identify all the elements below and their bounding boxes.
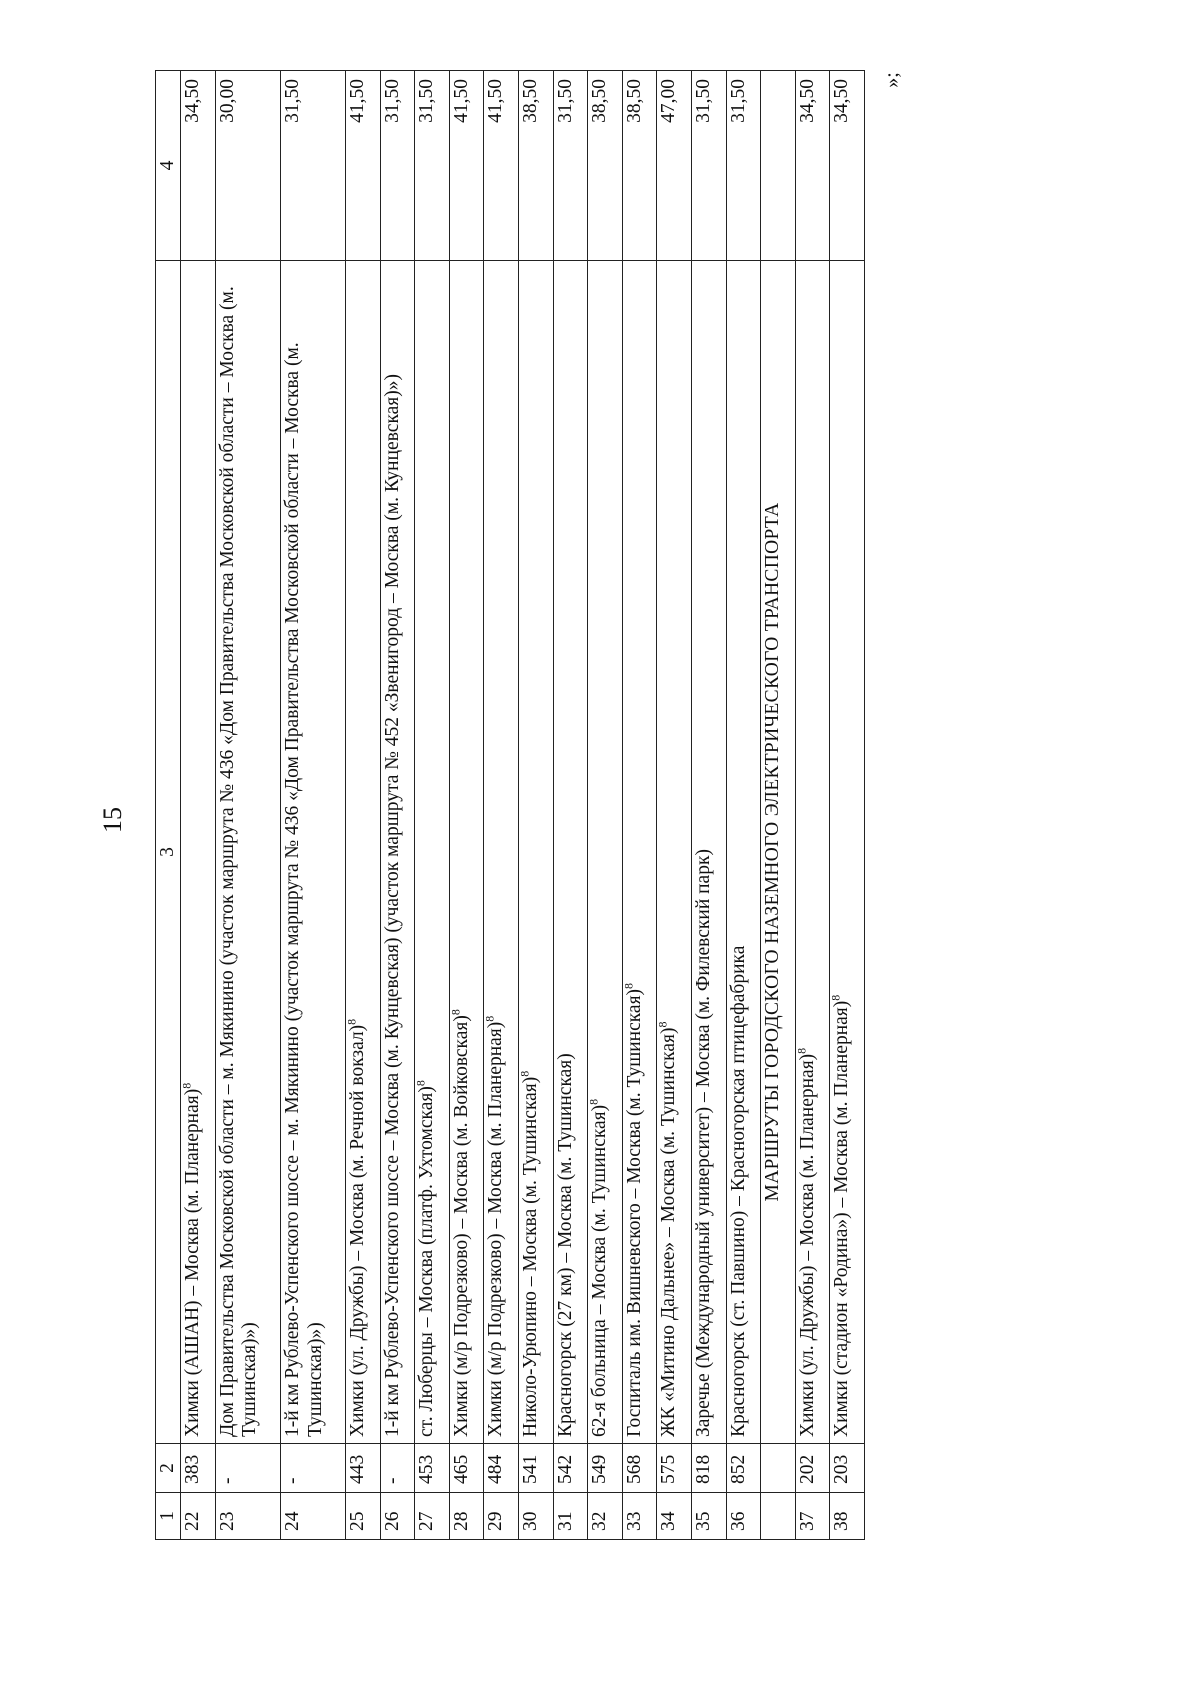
fare-price: 38,50 [622,71,657,261]
route-number: 203 [830,1444,865,1493]
table-row [588,71,623,1540]
route-name-cell [346,261,381,1444]
fare-price: 38,50 [588,71,623,261]
table-row [830,71,865,1540]
fare-price: 41,50 [449,71,484,261]
table-row [181,71,216,1540]
footnote-marker: 8 [655,1021,670,1028]
route-number: 484 [484,1444,519,1493]
table-row [216,71,281,1540]
fare-price: 31,50 [281,71,346,261]
table-row [380,71,415,1540]
row-number: 25 [346,1493,381,1540]
route-name-cell [449,261,484,1444]
table-row [795,71,830,1540]
route-number: 541 [519,1444,554,1493]
row-number: 31 [553,1493,588,1540]
route-name-cell [216,261,281,1444]
route-number: 465 [449,1444,484,1493]
route-name: Госпиталь им. Вишневского – Москва (м. Тушинская) [623,988,645,1437]
fare-price: 31,50 [553,71,588,261]
footnote-marker: 8 [621,982,636,989]
table-row [553,71,588,1540]
route-number: - [281,1444,346,1493]
table-row [519,71,554,1540]
header-col-1: 1 [156,1493,181,1540]
fare-price: 30,00 [216,71,281,261]
route-name: Химки (м/р Подрезково) – Москва (м. Войковская) [450,1015,472,1437]
fare-price: 41,50 [484,71,519,261]
route-number: 818 [691,1444,726,1493]
footnote-marker: 8 [179,1082,194,1089]
table-row [691,71,726,1540]
footnote-marker: 8 [344,1018,359,1025]
row-number: 27 [415,1493,450,1540]
route-name-cell [281,261,346,1444]
route-name-cell [830,261,865,1444]
row-number: 23 [216,1493,281,1540]
route-name: 1-й км Рублево-Успенского шоссе – Москва (м. Кунцевская) (участок маршрута № 452 «Звенигород – Москва (м. Кунцевская)») [381,374,403,1437]
route-name: Заречье (Международный университет) – Москва (м. Филевский парк) [692,849,714,1437]
fare-price: 31,50 [380,71,415,261]
section-row [761,71,796,1540]
route-name-cell [553,261,588,1444]
row-number: 36 [726,1493,761,1540]
route-name-cell [795,261,830,1444]
footnote-marker: 8 [794,1047,809,1054]
route-number: 383 [181,1444,216,1493]
row-number: 30 [519,1493,554,1540]
route-name: Химки (АШАН) – Москва (м. Планерная) [182,1088,204,1437]
footnote-marker: 8 [828,994,843,1001]
route-number: 443 [346,1444,381,1493]
fare-price: 31,50 [726,71,761,261]
route-name: Химки (м/р Подрезково) – Москва (м. Планерная) [485,1021,507,1437]
route-name-cell [380,261,415,1444]
route-name-cell [726,261,761,1444]
row-number: 32 [588,1493,623,1540]
route-name-cell [622,261,657,1444]
table-row [484,71,519,1540]
route-name: Красногорск (27 км) – Москва (м. Тушинская) [554,1053,576,1437]
route-name-cell [415,261,450,1444]
row-number: 24 [281,1493,346,1540]
header-col-3: 3 [156,261,181,1444]
table-row [726,71,761,1540]
footnote-marker: 8 [482,1015,497,1022]
footnote-marker: 8 [448,1009,463,1016]
route-name-cell [181,261,216,1444]
fare-price: 31,50 [691,71,726,261]
row-number: 35 [691,1493,726,1540]
table-row [281,71,346,1540]
fare-price: 38,50 [519,71,554,261]
route-number: 542 [553,1444,588,1493]
route-name-cell [484,261,519,1444]
header-col-4: 4 [156,71,181,261]
row-number: 29 [484,1493,519,1540]
route-name-cell [519,261,554,1444]
tariff-table [155,70,865,1540]
route-name: Николо-Урюпино – Москва (м. Тушинская) [520,1076,542,1437]
route-name: Химки (ул. Дружбы) – Москва (м. Речной вокзал) [347,1024,369,1437]
route-number: 202 [795,1444,830,1493]
fare-price: 34,50 [795,71,830,261]
fare-price: 47,00 [657,71,692,261]
row-number: 26 [380,1493,415,1540]
route-name: Дом Правительства Московской области – м. Мякинино (участок маршрута № 436 «Дом Правительства Московской области – Москва (м. Тушинская)») [217,286,261,1437]
table-row [415,71,450,1540]
route-number: 549 [588,1444,623,1493]
table-section [761,71,796,1540]
table-row [449,71,484,1540]
route-name: Химки (стадион «Родина») – Москва (м. Планерная) [831,1000,853,1437]
table-row [657,71,692,1540]
route-name: 62-я больница – Москва (м. Тушинская) [589,1104,611,1437]
header-col-2: 2 [156,1444,181,1493]
footnote-marker: 8 [413,1080,428,1087]
page-number: 15 [98,807,127,833]
row-number: 28 [449,1493,484,1540]
row-number: 33 [622,1493,657,1540]
fare-price: 34,50 [181,71,216,261]
route-name: Химки (ул. Дружбы) – Москва (м. Планерная) [796,1053,818,1437]
fare-price: 34,50 [830,71,865,261]
route-name: 1-й км Рублево-Успенского шоссе – м. Мякинино (участок маршрута № 436 «Дом Правительства Московской области – Москва (м. Тушинская)») [282,342,326,1437]
footnote-marker: 8 [586,1098,601,1105]
route-number: - [216,1444,281,1493]
route-name-cell [657,261,692,1444]
fare-price: 41,50 [346,71,381,261]
table-row [346,71,381,1540]
table-body-bus [181,71,761,1540]
fare-price: 31,50 [415,71,450,261]
section-title: МАРШРУТЫ ГОРОДСКОГО НАЗЕМНОГО ЭЛЕКТРИЧЕСКОГО ТРАНСПОРТА [761,261,796,1444]
route-name: Красногорск (ст. Павшино) – Красногорская птицефабрика [727,945,749,1437]
table-header-row [156,71,181,1540]
table-body-electric [795,71,864,1540]
row-number: 22 [181,1493,216,1540]
footnote-marker: 8 [517,1070,532,1077]
table-container [155,70,865,1540]
route-number: 852 [726,1444,761,1493]
route-number: - [380,1444,415,1493]
route-name-cell [588,261,623,1444]
row-number: 34 [657,1493,692,1540]
route-number: 453 [415,1444,450,1493]
closing-quote-mark: »; [881,72,903,88]
route-name-cell [691,261,726,1444]
table-row [622,71,657,1540]
route-number: 568 [622,1444,657,1493]
route-name: ЖК «Митино Дальнее» – Москва (м. Тушинская) [658,1027,680,1437]
row-number: 37 [795,1493,830,1540]
route-name: ст. Люберцы – Москва (платф. Ухтомская) [416,1086,438,1437]
row-number: 38 [830,1493,865,1540]
route-number: 575 [657,1444,692,1493]
